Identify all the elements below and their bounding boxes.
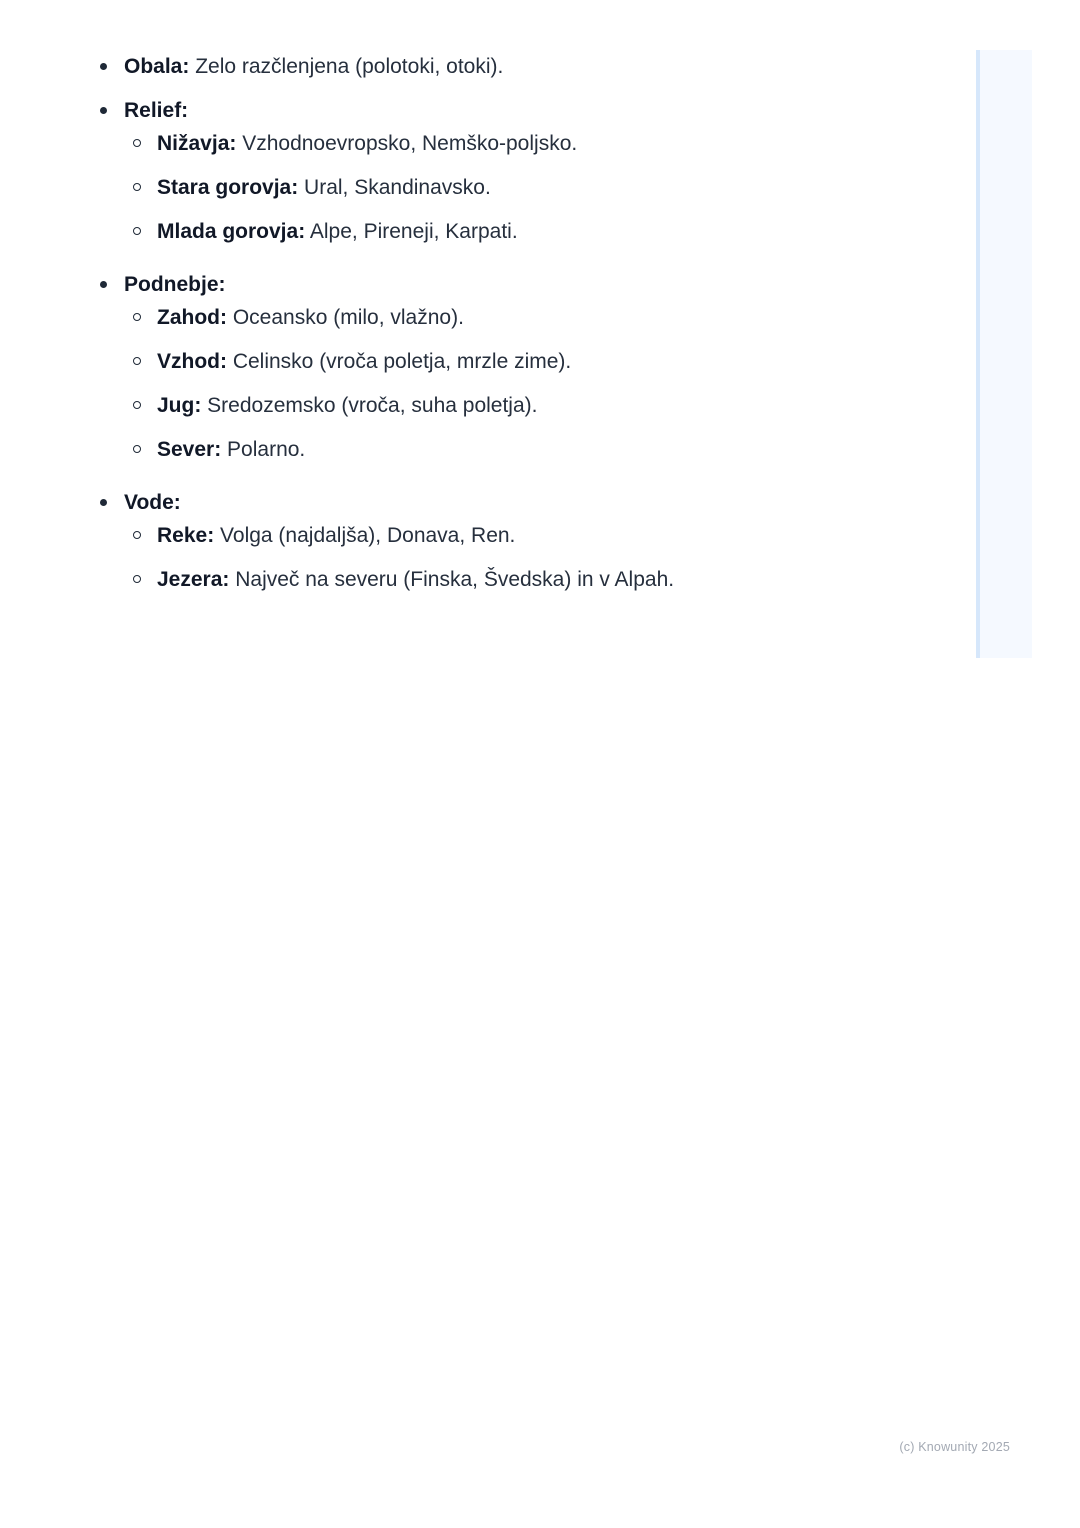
sub-list-item [124,519,958,552]
bullet-circle-icon [133,139,141,147]
item-term: Obala: [124,55,190,78]
sub-bullet-list [124,127,958,248]
bullet-circle-icon [133,575,141,583]
side-panel [976,50,1032,658]
sub-list-item [124,345,958,378]
bullet-disc-icon [100,63,107,70]
sub-list-item [124,433,958,466]
main-bullet-list [98,50,958,596]
bullet-circle-icon [133,401,141,409]
sub-item-description: Alpe, Pireneji, Karpati. [305,220,518,243]
sub-item-term: Vzhod: [157,350,227,373]
sub-item-description: Polarno. [221,438,306,461]
sub-list-item [124,301,958,334]
sub-bullet-list [124,519,958,596]
sub-item-description: Celinsko (vroča poletja, mrzle zime). [226,350,572,373]
bullet-circle-icon [133,183,141,191]
bullet-circle-icon [133,531,141,539]
bullet-disc-icon [100,107,107,114]
list-item-podnebje [98,268,958,466]
list-item-relief [98,94,958,248]
sub-item-description: Oceansko (milo, vlažno). [226,306,464,329]
item-description: Zelo razčlenjena (polotoki, otoki). [189,55,504,78]
bullet-circle-icon [133,445,141,453]
sub-item-description: Ural, Skandinavsko. [298,176,491,199]
bullet-disc-icon [100,499,107,506]
item-term: Vode: [124,491,181,514]
bullet-disc-icon [100,281,107,288]
document-content [98,50,958,616]
sub-item-term: Stara gorovja: [157,176,299,199]
list-item-obala [98,50,958,83]
sub-item-term: Sever: [157,438,222,461]
sub-item-term: Jug: [157,394,202,417]
bullet-circle-icon [133,357,141,365]
copyright-footer: (c) Knowunity 2025 [899,1440,1010,1454]
sub-item-description: Volga (najdaljša), Donava, Ren. [214,524,516,547]
item-term: Podnebje: [124,273,226,296]
sub-bullet-list [124,301,958,466]
sub-list-item [124,171,958,204]
sub-item-term: Zahod: [157,306,227,329]
sub-item-description: Vzhodnoevropsko, Nemško-poljsko. [236,132,578,155]
item-term: Relief: [124,99,189,122]
sub-item-description: Sredozemsko (vroča, suha poletja). [201,394,538,417]
sub-list-item [124,389,958,422]
sub-list-item [124,127,958,160]
bullet-circle-icon [133,227,141,235]
sub-item-term: Nižavja: [157,132,237,155]
list-item-vode [98,486,958,596]
sub-list-item [124,215,958,248]
bullet-circle-icon [133,313,141,321]
sub-list-item [124,563,958,596]
sub-item-term: Reke: [157,524,215,547]
sub-item-description: Največ na severu (Finska, Švedska) in v Alpah. [229,568,675,591]
sub-item-term: Jezera: [157,568,230,591]
sub-item-term: Mlada gorovja: [157,220,306,243]
